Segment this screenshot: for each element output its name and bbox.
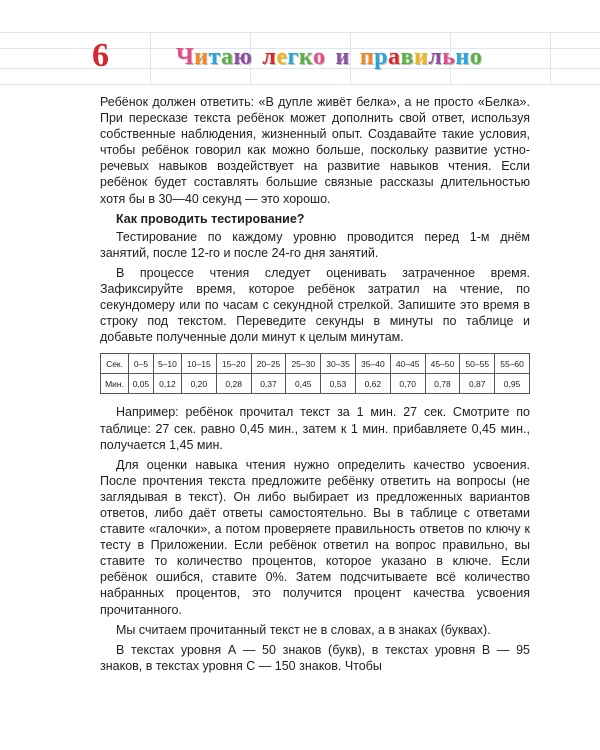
minutes-cell: 0,62 <box>355 374 390 394</box>
minutes-cell: 0,37 <box>251 374 286 394</box>
minutes-row <box>101 374 530 394</box>
title-letter: г <box>287 44 299 70</box>
minutes-cell: 0,87 <box>460 374 495 394</box>
page-number: 6 <box>92 37 109 74</box>
title-letter: в <box>400 44 414 70</box>
grid-line <box>0 32 600 33</box>
title-letter: Ч <box>176 44 195 70</box>
seconds-cell: 10–15 <box>181 354 216 374</box>
title-letter: к <box>298 44 313 70</box>
paragraph: Например: ребёнок прочитал текст за 1 мин. 27 сек. Смотрите по таблице: 27 сек. равно 0,45 мин., затем к 1 мин. прибавляете 0,45 мин., получается 1,45 мин. <box>100 405 530 452</box>
grid-line <box>0 84 600 85</box>
seconds-cell: 20–25 <box>251 354 286 374</box>
section-heading: Как проводить тестирование? <box>116 211 305 226</box>
seconds-cell: 55–60 <box>495 354 530 374</box>
title-letter: а <box>221 44 234 70</box>
minutes-cell: 0,28 <box>216 374 251 394</box>
minutes-cell: 0,53 <box>321 374 356 394</box>
minutes-cell: 0,95 <box>495 374 530 394</box>
minutes-cell: 0,70 <box>390 374 425 394</box>
minutes-cell: 0,78 <box>425 374 460 394</box>
title-letter: л <box>262 44 277 70</box>
seconds-cell: 50–55 <box>460 354 495 374</box>
title-letter: о <box>469 44 483 70</box>
row-label: Сек. <box>101 354 129 374</box>
paragraph: Тестирование по каждому уровню проводится перед 1-м днём занятий, после 12-го и после 24-го дня занятий. <box>100 229 530 260</box>
title-letter: ю <box>233 44 253 70</box>
title-letter: ь <box>442 44 456 70</box>
seconds-cell: 5–10 <box>153 354 181 374</box>
title-letter: л <box>428 44 443 70</box>
grid-line <box>550 32 551 84</box>
minutes-cell: 0,05 <box>129 374 154 394</box>
title-letter: н <box>455 44 470 70</box>
seconds-cell: 40–45 <box>390 354 425 374</box>
paragraph: В текстах уровня А — 50 знаков (букв), в текстах уровня В — 95 знаков, в текстах уровня С — 150 знаков. Чтобы <box>100 642 530 673</box>
seconds-cell: 45–50 <box>425 354 460 374</box>
row-label: Мин. <box>101 374 129 394</box>
minutes-cell: 0,20 <box>181 374 216 394</box>
page-content <box>100 94 530 678</box>
title-letter: и <box>194 44 209 70</box>
title-letter: и <box>335 44 350 70</box>
seconds-row <box>101 354 530 374</box>
title-letter: а <box>387 44 401 70</box>
seconds-cell: 0–5 <box>129 354 154 374</box>
title-letter: о <box>312 44 326 70</box>
page-title <box>176 42 482 72</box>
title-letter: п <box>359 44 375 70</box>
minutes-cell: 0,45 <box>286 374 321 394</box>
minutes-cell: 0,12 <box>153 374 181 394</box>
paragraph: Для оценки навыка чтения нужно определить качество усвоения. После прочтения текста предложите ребёнку ответить на вопросы (не заглядывая в текст). Он либо выбирает из предложенных вариантов ответов, либо даёт ответы самостоятельно. Вы в таблице с ответами ставите «галочки», а потом проверяете правильность ответов по ключу к тесту в Приложении. Если ребёнок ответил на вопрос правильно, вы ставите то количество процентов, которое указано в ключе. Если ребёнок ошибся, ставите 0%. Затем подсчитываете всё количество набранных процентов, это получится процент качества усвоения прочитанного. <box>100 457 530 617</box>
title-letter: р <box>374 44 388 70</box>
paragraph: Ребёнок должен ответить: «В дупле живёт белка», а не просто «Белка». При пересказе текста ребёнок может дополнить свой ответ, используя собственные наблюдения, жизненный опыт. Создавайте такие условия, чтобы ребёнок говорил как можно больше, поскольку развитие устно-речевых навыков воздействует на развитие навыков чтения. Если ребёнок будет составлять большие связные рассказы длительностью хотя бы в 30—40 секунд — это хорошо. <box>100 95 530 206</box>
title-letter: и <box>413 44 429 70</box>
title-letter: т <box>208 44 222 70</box>
seconds-cell: 15–20 <box>216 354 251 374</box>
time-conversion-table <box>100 353 530 394</box>
seconds-cell: 25–30 <box>286 354 321 374</box>
seconds-cell: 30–35 <box>321 354 356 374</box>
title-letter: е <box>276 44 288 70</box>
grid-line <box>150 32 151 84</box>
paragraph: Мы считаем прочитанный текст не в словах, а в знаках (буквах). <box>116 622 491 637</box>
seconds-cell: 35–40 <box>355 354 390 374</box>
paragraph: В процессе чтения следует оценивать затраченное время. Зафиксируйте время, которое ребёнок затратил на чтение, по секундомеру или по часам с секундной стрелкой. Запишите это время в строку под текстом. Переведите секунды в минуты по таблице и добавьте полученные доли минут к целым минутам. <box>100 265 530 345</box>
